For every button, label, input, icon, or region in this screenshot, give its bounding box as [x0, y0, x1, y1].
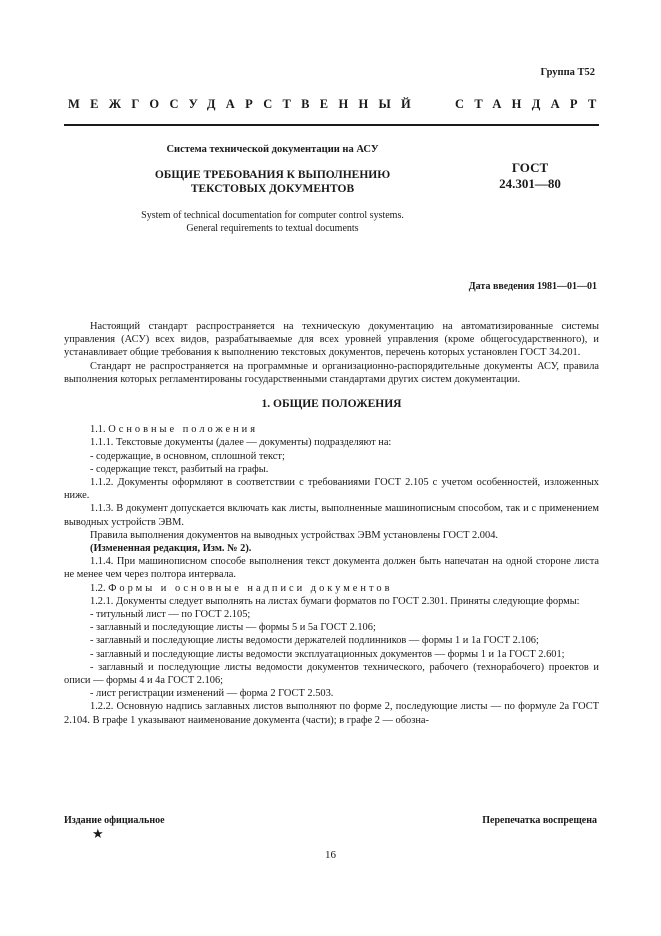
list-item: - содержащие, в основном, сплошной текст;	[90, 450, 285, 462]
paragraph-1-1-4: 1.1.4. При машинописном способе выполнения текст документа должен быть напечатан на одной стороне листа не менее чем через полтора интервала.	[64, 556, 599, 581]
system-name: Система технической документации на АСУ	[166, 144, 379, 155]
paragraph-1-1-2: 1.1.2. Документы оформляют в соответствии с требованиями ГОСТ 2.105 с учетом особенностей, изложенных ниже.	[64, 477, 599, 502]
list-item: - заглавный и последующие листы ведомости документов технического, рабочего (технорабочего) проектов и описи — формы 4 и 4а ГОСТ 2.106;	[64, 661, 599, 687]
paragraph-1-1-3: 1.1.3. В документ допускается включать как листы, выполненные машинописным способом, так и с применением выводных устройств ЭВМ.	[64, 503, 599, 528]
group-code: Группа Т52	[540, 67, 595, 78]
paragraph-1-1-1: 1.1.1. Текстовые документы (далее — документы) подразделяют на:	[90, 437, 392, 449]
list-item: - титульный лист — по ГОСТ 2.105;	[90, 609, 251, 621]
header-rule	[64, 124, 599, 126]
paragraph-1-2-1: 1.2.1. Документы следует выполнять на листах бумаги форматов по ГОСТ 2.301. Приняты следующие формы:	[90, 595, 580, 607]
standard-heading: СТАНДАРТ	[455, 97, 607, 111]
list-item: - лист регистрации изменений — форма 2 ГОСТ 2.503.	[90, 688, 334, 700]
paragraph-1-2-2: 1.2.2. Основную надпись заглавных листов выполняют по форме 2, последующие листы — по формуле 2а ГОСТ 2.104. В графе 1 указывают наименование документа (части); в графе 2 — обозна-	[64, 701, 599, 726]
paragraph-intro-2: Стандарт не распространяется на программные и организационно-распорядительные документы АСУ, правила выполнения которых регламентированы государственными стандартами других систем документации.	[64, 360, 599, 385]
subsection-1-1	[64, 423, 599, 436]
english-line-1: System of technical documentation for computer control systems.	[141, 210, 404, 221]
subsection-title: Формы и основные надписи документов	[108, 582, 393, 594]
official-edition-label: Издание официальное	[64, 815, 165, 826]
subsection-1-2	[64, 582, 599, 595]
page-number: 16	[325, 849, 336, 861]
title-line-2: ТЕКСТОВЫХ ДОКУМЕНТОВ	[190, 183, 355, 195]
gost-designation	[485, 160, 575, 192]
document-title	[110, 168, 435, 196]
list-item: - содержащие текст, разбитый на графы.	[90, 463, 269, 475]
list-item: - заглавный и последующие листы ведомости держателей подлинников — формы 1 и 1а ГОСТ 2.106;	[90, 635, 539, 647]
gost-label: ГОСТ	[511, 160, 549, 175]
english-line-2: General requirements to textual documents	[186, 223, 359, 234]
star-icon: ★	[92, 826, 104, 841]
subsection-number: 1.1.	[90, 424, 106, 436]
subsection-number: 1.2.	[90, 582, 106, 594]
interstate-heading: МЕЖГОСУДАРСТВЕННЫЙ	[68, 97, 422, 111]
subsection-title: Основные положения	[108, 424, 259, 436]
body-text	[64, 320, 599, 727]
english-title	[100, 209, 445, 235]
paragraph-intro-1: Настоящий стандарт распространяется на техническую документацию на автоматизированные системы управления (АСУ) всех видов, разрабатываемые для всех уровней управления (кроме общегосударственного), и устанавливает общие требования к выполнению текстовых документов, перечень которых установлен ГОСТ 34.201.	[64, 321, 599, 359]
list-item: - заглавный и последующие листы — формы 5 и 5а ГОСТ 2.106;	[90, 622, 376, 634]
list-item: - заглавный и последующие листы ведомости эксплуатационных документов — формы 1 и 1а ГОСТ 2.601;	[90, 648, 565, 660]
introduction-date: Дата введения 1981—01—01	[468, 281, 597, 292]
section-heading: 1. ОБЩИЕ ПОЛОЖЕНИЯ	[261, 398, 402, 411]
paragraph-1-1-3-b: Правила выполнения документов на выводных устройствах ЭВМ установлены ГОСТ 2.004.	[90, 529, 498, 541]
title-line-1: ОБЩИЕ ТРЕБОВАНИЯ К ВЫПОЛНЕНИЮ	[154, 169, 391, 181]
amendment-note: (Измененная редакция, Изм. № 2).	[90, 543, 252, 555]
gost-number: 24.301—80	[499, 176, 561, 191]
reprint-prohibited-label: Перепечатка воспрещена	[482, 815, 597, 826]
